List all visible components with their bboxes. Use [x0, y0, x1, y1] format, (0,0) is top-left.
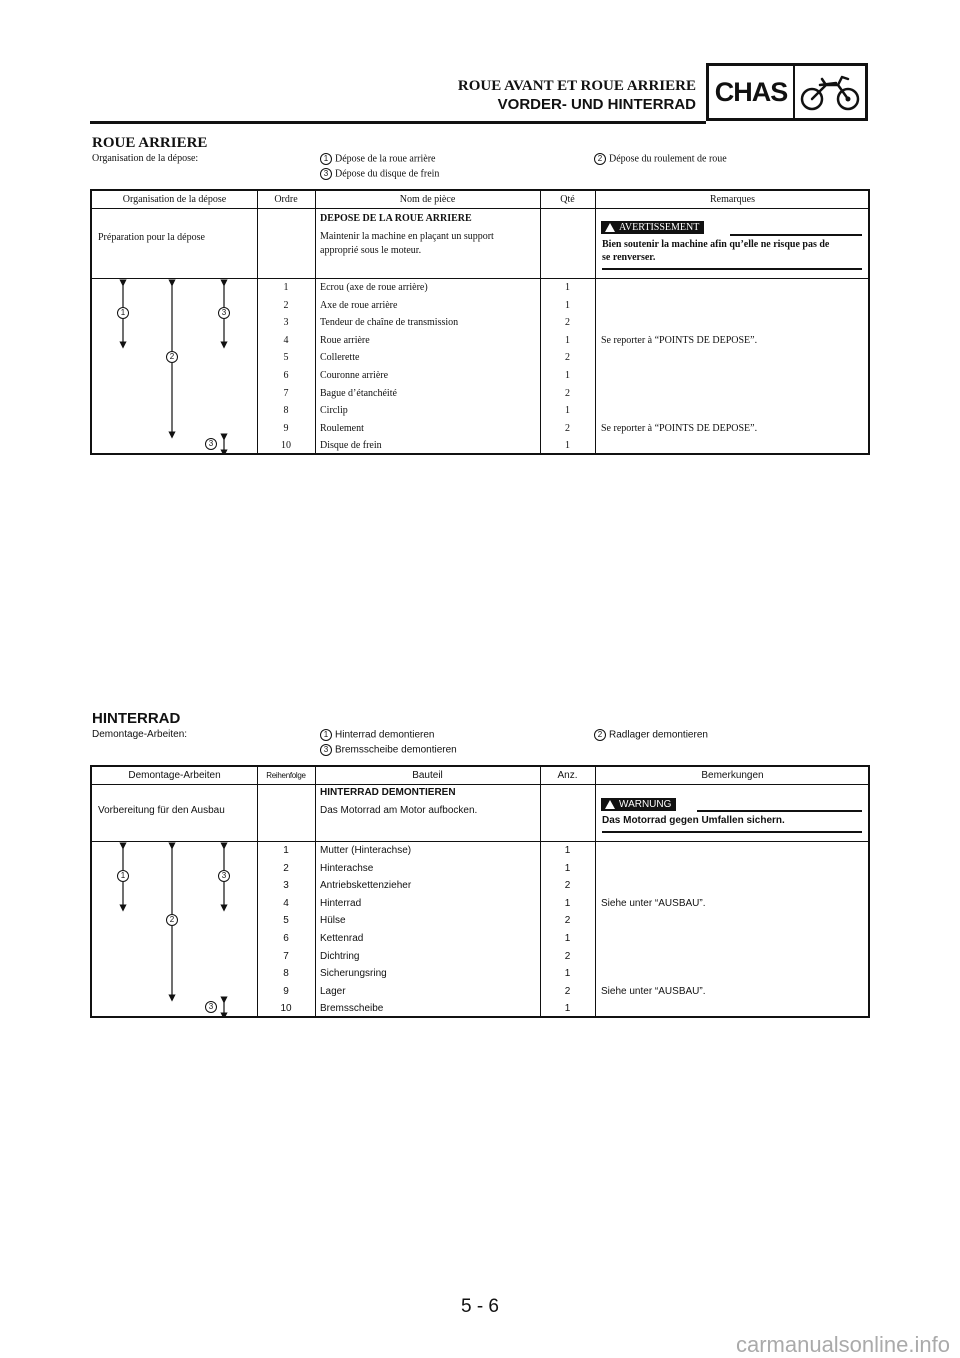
de-org-label: Demontage-Arbeiten:	[92, 729, 188, 740]
row-qty: 1	[565, 334, 570, 346]
de-flow-arrows	[92, 767, 257, 1016]
row-order: 2	[283, 862, 289, 874]
fr-step-3: 3 Dépose du disque de frein	[320, 168, 439, 180]
row-order: 3	[283, 880, 289, 892]
row-order: 6	[283, 933, 289, 944]
row-order: 10	[281, 440, 291, 452]
fr-flow-label-3b: 3	[205, 438, 217, 450]
fr-org-label: Organisation de la dépose:	[92, 153, 199, 164]
row-order: 9	[283, 422, 289, 434]
row-qty: 1	[565, 405, 570, 417]
row-order: 8	[283, 968, 289, 980]
de-col-order: Reihenfolge	[266, 771, 306, 780]
row-part: Couronne arrière	[320, 370, 389, 381]
row-part: Dichtring	[320, 950, 360, 962]
row-part: Hinterrad	[320, 897, 362, 909]
row-order: 7	[283, 950, 289, 962]
de-flow-label-2: 2	[166, 914, 178, 926]
row-part: Hinterachse	[320, 862, 374, 874]
row-part: Circlip	[320, 405, 348, 417]
row-part: Lager	[320, 985, 346, 997]
de-col-remarks: Bemerkungen	[701, 770, 764, 781]
row-qty: 1	[565, 440, 570, 452]
row-remark: Se reporter à “POINTS DE DEPOSE”.	[601, 334, 758, 346]
de-step-2: 2 Radlager demontieren	[594, 729, 708, 741]
fr-prep-text-1: Maintenir la machine en plaçant un support	[320, 231, 494, 242]
row-part: Hülse	[320, 915, 346, 927]
row-part: Kettenrad	[320, 933, 364, 944]
fr-step-1: 1 Dépose de la roue arrière	[320, 153, 436, 165]
row-qty: 1	[564, 862, 571, 874]
row-qty: 1	[564, 968, 571, 980]
de-step-3: 3 Bremsscheibe demontieren	[320, 744, 457, 756]
de-flow-label-1: 1	[117, 870, 129, 882]
fr-flow-label-3a: 3	[218, 307, 230, 319]
fr-prep-title: DEPOSE DE LA ROUE ARRIERE	[320, 213, 472, 224]
row-qty: 2	[565, 422, 570, 434]
row-qty: 1	[565, 299, 570, 311]
row-remark: Se reporter à “POINTS DE DEPOSE”.	[601, 422, 758, 434]
row-order: 10	[280, 1003, 292, 1015]
de-prep-label: Vorbereitung für den Ausbau	[98, 805, 225, 816]
page-number: 5 - 6	[460, 1296, 500, 1317]
row-order: 5	[283, 352, 289, 364]
de-step-1: 1 Hinterrad demontieren	[320, 729, 435, 741]
watermark: carmanualsonline.info	[735, 1332, 950, 1357]
chapter-badge	[706, 63, 868, 121]
header-title-de: VORDER- UND HINTERRAD	[497, 96, 696, 113]
motorcycle-icon	[795, 66, 865, 118]
row-order: 1	[283, 282, 289, 293]
row-remark: Siehe unter “AUSBAU”.	[601, 897, 706, 909]
de-prep-title: HINTERRAD DEMONTIEREN	[320, 787, 456, 798]
row-part: Sicherungsring	[320, 968, 387, 980]
row-part: Disque de frein	[320, 440, 382, 452]
fr-col-qty: Qté	[560, 194, 575, 205]
fr-warning-label: AVERTISSEMENT	[601, 221, 704, 234]
header-rule	[90, 121, 706, 124]
de-prep-text-1: Das Motorrad am Motor aufbocken.	[320, 805, 478, 816]
row-part: Axe de roue arrière	[320, 299, 398, 311]
row-qty: 2	[565, 352, 570, 364]
row-qty: 2	[565, 387, 570, 399]
header-title-fr: ROUE AVANT ET ROUE ARRIERE	[457, 78, 696, 94]
row-order: 3	[283, 317, 289, 329]
row-qty: 2	[564, 950, 571, 962]
row-qty: 2	[565, 317, 570, 329]
row-order: 8	[283, 405, 289, 417]
chapter-badge-label: CHAS	[709, 66, 795, 118]
row-part: Bague d’étanchéité	[320, 387, 397, 399]
row-qty: 1	[564, 845, 571, 856]
row-order: 2	[283, 299, 289, 311]
warning-icon	[605, 800, 615, 809]
row-order: 7	[283, 387, 289, 399]
de-warning-label: WARNUNG	[601, 798, 676, 811]
fr-col-part: Nom de pièce	[399, 194, 456, 205]
de-flow-label-3a: 3	[218, 870, 230, 882]
warning-icon	[605, 223, 615, 232]
row-qty: 2	[564, 880, 571, 892]
fr-flow-label-2: 2	[166, 351, 178, 363]
row-qty: 1	[565, 282, 570, 293]
fr-flow-label-1: 1	[117, 307, 129, 319]
fr-col-remarks: Remarques	[710, 194, 755, 205]
row-order: 5	[283, 915, 289, 927]
row-order: 9	[283, 985, 289, 997]
row-remark: Siehe unter “AUSBAU”.	[601, 985, 706, 997]
de-section-title: HINTERRAD	[92, 710, 181, 727]
row-part: Roulement	[320, 422, 364, 434]
fr-prep-label: Préparation pour la dépose	[98, 232, 205, 243]
row-qty: 2	[564, 915, 571, 927]
row-part: Antriebskettenzieher	[320, 880, 412, 892]
row-part: Mutter (Hinterachse)	[320, 845, 412, 856]
row-qty: 1	[565, 370, 570, 381]
fr-section-title: ROUE ARRIERE	[92, 135, 208, 151]
fr-col-org: Organisation de la dépose	[122, 194, 227, 205]
fr-warning-text: Bien soutenir la machine afin qu’elle ne risque pas de se renverser.	[602, 239, 830, 263]
fr-table	[90, 189, 870, 455]
de-col-part: Bauteil	[412, 770, 443, 781]
row-qty: 1	[564, 1003, 571, 1015]
fr-col-order: Ordre	[274, 194, 298, 205]
row-order: 4	[283, 334, 289, 346]
de-col-org: Demontage-Arbeiten	[128, 770, 221, 781]
row-part: Collerette	[320, 352, 360, 364]
fr-prep-text-2: approprié sous le moteur.	[320, 245, 422, 256]
row-order: 1	[283, 845, 289, 856]
fr-flow-arrows	[92, 191, 257, 453]
row-order: 6	[283, 370, 289, 381]
row-qty: 1	[564, 933, 571, 944]
row-qty: 1	[564, 897, 571, 909]
de-flow-label-3b: 3	[205, 1001, 217, 1013]
de-warning-text: Das Motorrad gegen Umfallen sichern.	[602, 815, 785, 826]
de-col-qty: Anz.	[557, 770, 578, 781]
row-order: 4	[283, 897, 289, 909]
row-part: Tendeur de chaîne de transmission	[320, 317, 459, 329]
row-part: Roue arrière	[320, 334, 370, 346]
row-part: Bremsscheibe	[320, 1003, 384, 1015]
row-part: Ecrou (axe de roue arrière)	[320, 282, 428, 293]
fr-step-2: 2 Dépose du roulement de roue	[594, 153, 727, 165]
row-qty: 2	[564, 985, 571, 997]
de-table	[90, 765, 870, 1018]
